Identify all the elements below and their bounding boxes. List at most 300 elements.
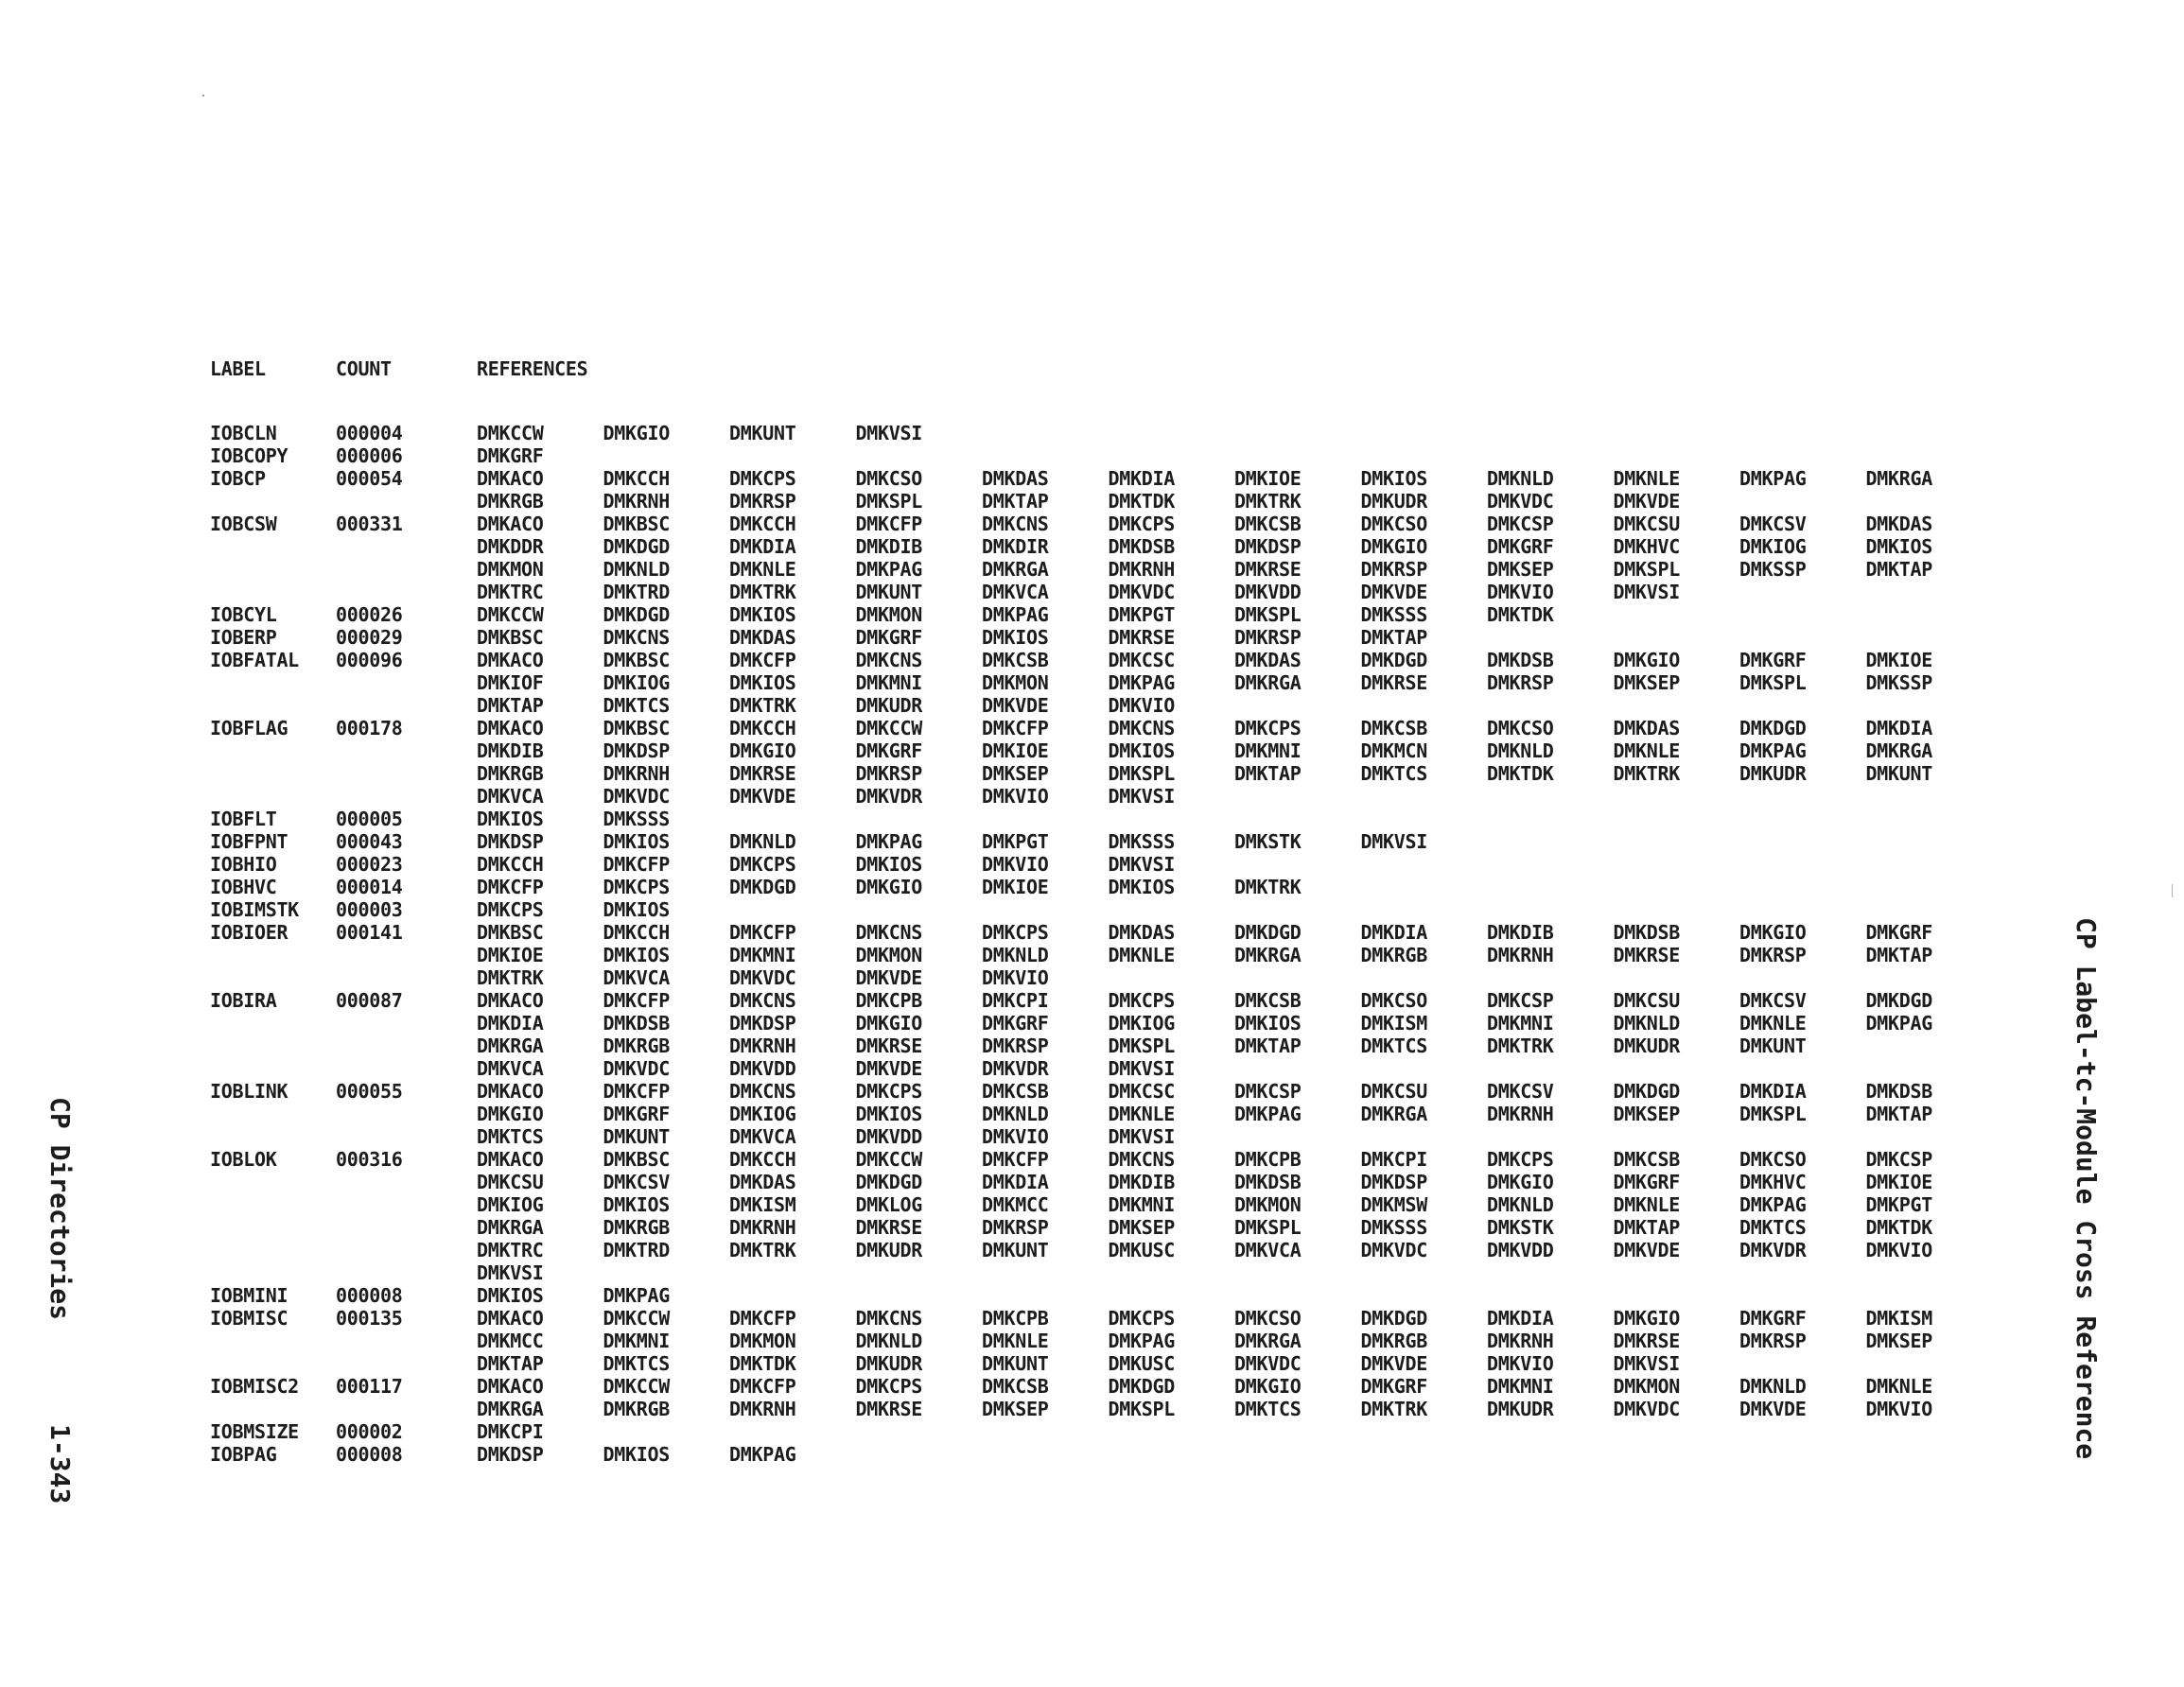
module-reference: DMKRNH: [1487, 1103, 1554, 1125]
module-reference: DMKVSI: [1108, 1057, 1175, 1080]
module-reference: DMKCSO: [1234, 1307, 1302, 1330]
module-reference: DMKNLE: [1865, 1375, 1932, 1398]
module-reference: DMKDSP: [1360, 1171, 1427, 1193]
module-reference: DMKUDR: [1360, 490, 1427, 513]
module-reference: DMKVIO: [982, 785, 1049, 808]
module-reference: DMKRSE: [1234, 558, 1302, 581]
module-reference: DMKCPI: [477, 1420, 544, 1443]
row-label: IOBCYL: [210, 603, 277, 626]
module-reference: DMKRGA: [1234, 671, 1302, 694]
module-reference: DMKCCH: [477, 853, 544, 876]
module-reference: DMKDGD: [1234, 921, 1302, 944]
module-reference: DMKTRK: [1234, 876, 1302, 898]
module-reference: DMKTRK: [729, 581, 796, 603]
module-reference: DMKRSE: [855, 1216, 922, 1239]
module-reference: DMKTDK: [1487, 762, 1554, 785]
module-reference: DMKSPL: [1739, 1103, 1807, 1125]
module-reference: DMKRSP: [1739, 944, 1807, 966]
module-reference: DMKVDE: [729, 785, 796, 808]
module-reference: DMKMNI: [603, 1330, 670, 1352]
module-reference: DMKTCS: [603, 1352, 670, 1375]
module-reference: DMKRNH: [729, 1216, 796, 1239]
module-reference: DMKDIR: [982, 535, 1049, 558]
module-reference: DMKDGD: [603, 535, 670, 558]
module-reference: DMKNLE: [1739, 1012, 1807, 1035]
module-reference: DMKUDR: [1487, 1398, 1554, 1420]
module-reference: DMKRSP: [1234, 626, 1302, 649]
module-reference: DMKACO: [477, 467, 544, 490]
module-reference: DMKRNH: [603, 762, 670, 785]
module-reference: DMKTCS: [603, 694, 670, 717]
module-reference: DMKVDE: [1360, 1352, 1427, 1375]
module-reference: DMKSEP: [1613, 671, 1680, 694]
module-reference: DMKCSP: [1865, 1148, 1932, 1171]
module-reference: DMKRGB: [603, 1216, 670, 1239]
module-reference: DMKBSC: [603, 717, 670, 739]
row-label: IOBMSIZE: [210, 1420, 299, 1443]
module-reference: DMKCCW: [603, 1375, 670, 1398]
module-reference: DMKNLD: [1739, 1375, 1807, 1398]
module-reference: DMKRNH: [1108, 558, 1175, 581]
module-reference: DMKGIO: [1613, 1307, 1680, 1330]
module-reference: DMKDSB: [603, 1012, 670, 1035]
module-reference: DMKRGA: [1865, 739, 1932, 762]
module-reference: DMKCFP: [982, 717, 1049, 739]
module-reference: DMKTCS: [477, 1125, 544, 1148]
module-reference: DMKDAS: [729, 1171, 796, 1193]
module-reference: DMKMON: [1613, 1375, 1680, 1398]
module-reference: DMKUDR: [855, 1239, 922, 1261]
module-reference: DMKCPI: [1360, 1148, 1427, 1171]
module-reference: DMKVCA: [982, 581, 1049, 603]
module-reference: DMKRSP: [982, 1216, 1049, 1239]
module-reference: DMKRSE: [1360, 671, 1427, 694]
module-reference: DMKCSV: [1739, 513, 1807, 535]
module-reference: DMKMNI: [1487, 1012, 1554, 1035]
module-reference: DMKUDR: [1613, 1035, 1680, 1057]
page-number: 1-343: [44, 1424, 76, 1504]
module-reference: DMKCPS: [477, 898, 544, 921]
module-reference: DMKTCS: [1739, 1216, 1807, 1239]
module-reference: DMKUNT: [1865, 762, 1932, 785]
module-reference: DMKGRF: [477, 444, 544, 467]
module-reference: DMKSPL: [855, 490, 922, 513]
module-reference: DMKVIO: [1865, 1239, 1932, 1261]
row-label: IOBMINI: [210, 1284, 288, 1307]
module-reference: DMKTAP: [477, 1352, 544, 1375]
module-reference: DMKBSC: [603, 649, 670, 671]
row-count: 000087: [336, 989, 403, 1012]
module-reference: DMKIOG: [477, 1193, 544, 1216]
module-reference: DMKCFP: [729, 649, 796, 671]
module-reference: DMKUDR: [1739, 762, 1807, 785]
module-reference: DMKTRK: [729, 1239, 796, 1261]
module-reference: DMKVDC: [1234, 1352, 1302, 1375]
module-reference: DMKVDC: [1360, 1239, 1427, 1261]
module-reference: DMKNLE: [1108, 1103, 1175, 1125]
row-label: IOBLINK: [210, 1080, 288, 1103]
module-reference: DMKNLE: [729, 558, 796, 581]
module-reference: DMKDIA: [1108, 467, 1175, 490]
module-reference: DMKGIO: [1360, 535, 1427, 558]
module-reference: DMKCFP: [729, 1307, 796, 1330]
module-reference: DMKDAS: [729, 626, 796, 649]
module-reference: DMKIOS: [603, 1193, 670, 1216]
module-reference: DMKLOG: [855, 1193, 922, 1216]
module-reference: DMKHVC: [1613, 535, 1680, 558]
row-label: IOBFATAL: [210, 649, 299, 671]
module-reference: DMKSSS: [1360, 1216, 1427, 1239]
row-label: IOBFLAG: [210, 717, 288, 739]
module-reference: DMKVDD: [855, 1125, 922, 1148]
module-reference: DMKRSP: [855, 762, 922, 785]
row-count: 000096: [336, 649, 403, 671]
module-reference: DMKIOS: [1108, 876, 1175, 898]
module-reference: DMKNLD: [855, 1330, 922, 1352]
module-reference: DMKCCW: [477, 422, 544, 444]
module-reference: DMKTDK: [1487, 603, 1554, 626]
module-reference: DMKDSP: [1234, 535, 1302, 558]
module-reference: DMKIOS: [1108, 739, 1175, 762]
module-reference: DMKDGD: [603, 603, 670, 626]
module-reference: DMKGRF: [1360, 1375, 1427, 1398]
row-label: IOBHIO: [210, 853, 277, 876]
module-reference: DMKPAG: [1108, 671, 1175, 694]
module-reference: DMKIOS: [603, 1443, 670, 1466]
module-reference: DMKDIA: [1487, 1307, 1554, 1330]
module-reference: DMKCFP: [603, 989, 670, 1012]
module-reference: DMKGRF: [1739, 1307, 1807, 1330]
module-reference: DMKISM: [729, 1193, 796, 1216]
module-reference: DMKRGA: [1234, 944, 1302, 966]
module-reference: DMKRGA: [982, 558, 1049, 581]
module-reference: DMKCFP: [729, 1375, 796, 1398]
module-reference: DMKRGB: [1360, 1330, 1427, 1352]
module-reference: DMKVDD: [729, 1057, 796, 1080]
module-reference: DMKVSI: [855, 422, 922, 444]
module-reference: DMKVSI: [1108, 1125, 1175, 1148]
module-reference: DMKDSB: [1108, 535, 1175, 558]
module-reference: DMKDIA: [729, 535, 796, 558]
module-reference: DMKSSS: [603, 808, 670, 830]
row-count: 000014: [336, 876, 403, 898]
module-reference: DMKIOS: [982, 626, 1049, 649]
module-reference: DMKSEP: [982, 762, 1049, 785]
module-reference: DMKDIB: [1487, 921, 1554, 944]
module-reference: DMKIOS: [477, 808, 544, 830]
row-count: 000008: [336, 1443, 403, 1466]
module-reference: DMKCSV: [1487, 1080, 1554, 1103]
module-reference: DMKCSB: [1613, 1148, 1680, 1171]
module-reference: DMKCPS: [603, 876, 670, 898]
module-reference: DMKCSC: [1108, 649, 1175, 671]
module-reference: DMKSTK: [1234, 830, 1302, 853]
module-reference: DMKVIO: [1108, 694, 1175, 717]
module-reference: DMKVIO: [982, 966, 1049, 989]
module-reference: DMKSSP: [1739, 558, 1807, 581]
module-reference: DMKDGD: [855, 1171, 922, 1193]
module-reference: DMKPAG: [1739, 739, 1807, 762]
module-reference: DMKCPB: [1234, 1148, 1302, 1171]
module-reference: DMKUNT: [729, 422, 796, 444]
module-reference: DMKDSP: [477, 1443, 544, 1466]
module-reference: DMKIOE: [982, 739, 1049, 762]
module-reference: DMKVDE: [982, 694, 1049, 717]
module-reference: DMKMON: [729, 1330, 796, 1352]
module-reference: DMKBSC: [477, 921, 544, 944]
module-reference: DMKSEP: [1613, 1103, 1680, 1125]
module-reference: DMKVDR: [855, 785, 922, 808]
module-reference: DMKUNT: [982, 1352, 1049, 1375]
module-reference: DMKPAG: [855, 558, 922, 581]
module-reference: DMKSEP: [1865, 1330, 1932, 1352]
module-reference: DMKTDK: [1108, 490, 1175, 513]
module-reference: DMKVCA: [603, 966, 670, 989]
module-reference: DMKACO: [477, 513, 544, 535]
side-header-right: [2070, 917, 2102, 1459]
module-reference: DMKPGT: [1108, 603, 1175, 626]
module-reference: DMKNLD: [982, 944, 1049, 966]
module-reference: DMKBSC: [603, 1148, 670, 1171]
module-reference: DMKDSP: [477, 830, 544, 853]
module-reference: DMKCSP: [1234, 1080, 1302, 1103]
header-references: REFERENCES: [477, 357, 588, 380]
module-reference: DMKRGA: [1865, 467, 1932, 490]
module-reference: DMKVSI: [1108, 785, 1175, 808]
module-reference: DMKCCW: [855, 717, 922, 739]
module-reference: DMKTRK: [1234, 490, 1302, 513]
module-reference: DMKUSC: [1108, 1239, 1175, 1261]
module-reference: DMKTRD: [603, 1239, 670, 1261]
module-reference: DMKDSB: [1234, 1171, 1302, 1193]
module-reference: DMKDIA: [477, 1012, 544, 1035]
module-reference: DMKNLD: [603, 558, 670, 581]
module-reference: DMKRNH: [1487, 1330, 1554, 1352]
module-reference: DMKVCA: [729, 1125, 796, 1148]
module-reference: DMKCPB: [855, 989, 922, 1012]
module-reference: DMKSPL: [1739, 671, 1807, 694]
module-reference: DMKPAG: [1739, 467, 1807, 490]
module-reference: DMKCPB: [982, 1307, 1049, 1330]
module-reference: DMKCSP: [1487, 513, 1554, 535]
module-reference: DMKCSC: [1108, 1080, 1175, 1103]
module-reference: DMKUNT: [603, 1125, 670, 1148]
module-reference: DMKMON: [855, 603, 922, 626]
module-reference: DMKTCS: [1234, 1398, 1302, 1420]
module-reference: DMKBSC: [603, 513, 670, 535]
module-reference: DMKNLE: [1108, 944, 1175, 966]
module-reference: DMKVSI: [1360, 830, 1427, 853]
module-reference: DMKVDE: [855, 1057, 922, 1080]
module-reference: DMKSPL: [1234, 1216, 1302, 1239]
module-reference: DMKCSP: [1487, 989, 1554, 1012]
module-reference: DMKIOS: [603, 944, 670, 966]
row-count: 000331: [336, 513, 403, 535]
module-reference: DMKDGD: [1108, 1375, 1175, 1398]
row-label: IOBFLT: [210, 808, 277, 830]
module-reference: DMKTAP: [1234, 1035, 1302, 1057]
module-reference: DMKTRK: [1487, 1035, 1554, 1057]
module-reference: DMKVDD: [1234, 581, 1302, 603]
module-reference: DMKVSI: [477, 1261, 544, 1284]
row-label: IOBFPNT: [210, 830, 288, 853]
row-label: IOBIMSTK: [210, 898, 299, 921]
module-reference: DMKPAG: [1865, 1012, 1932, 1035]
module-reference: DMKPGT: [1865, 1193, 1932, 1216]
module-reference: DMKCPS: [729, 853, 796, 876]
module-reference: DMKDGD: [1613, 1080, 1680, 1103]
module-reference: DMKCNS: [729, 989, 796, 1012]
module-reference: DMKNLE: [1613, 739, 1680, 762]
row-count: 000006: [336, 444, 403, 467]
module-reference: DMKTAP: [477, 694, 544, 717]
module-reference: DMKPAG: [982, 603, 1049, 626]
module-reference: DMKGRF: [855, 626, 922, 649]
module-reference: DMKIOS: [477, 1284, 544, 1307]
module-reference: DMKACO: [477, 1080, 544, 1103]
module-reference: DMKDSP: [729, 1012, 796, 1035]
module-reference: DMKTDK: [729, 1352, 796, 1375]
row-label: IOBLOK: [210, 1148, 277, 1171]
module-reference: DMKVDE: [1739, 1398, 1807, 1420]
row-count: 000043: [336, 830, 403, 853]
module-reference: DMKSPL: [1234, 603, 1302, 626]
module-reference: DMKUNT: [855, 581, 922, 603]
module-reference: DMKPGT: [982, 830, 1049, 853]
module-reference: DMKRGB: [1360, 944, 1427, 966]
module-reference: DMKVDE: [1613, 490, 1680, 513]
module-reference: DMKSSP: [1865, 671, 1932, 694]
module-reference: DMKVSI: [1108, 853, 1175, 876]
module-reference: DMKSTK: [1487, 1216, 1554, 1239]
module-reference: DMKMON: [855, 944, 922, 966]
module-reference: DMKCCW: [477, 603, 544, 626]
module-reference: DMKTRK: [1613, 762, 1680, 785]
module-reference: DMKMCN: [1360, 739, 1427, 762]
module-reference: DMKDIB: [855, 535, 922, 558]
module-reference: DMKUDR: [855, 694, 922, 717]
module-reference: DMKVSI: [1613, 581, 1680, 603]
module-reference: DMKSSS: [1360, 603, 1427, 626]
module-reference: DMKCSU: [477, 1171, 544, 1193]
module-reference: DMKCNS: [1108, 1148, 1175, 1171]
row-count: 000316: [336, 1148, 403, 1171]
row-count: 000002: [336, 1420, 403, 1443]
row-label: IOBERP: [210, 626, 277, 649]
module-reference: DMKNLD: [1487, 467, 1554, 490]
module-reference: DMKNLD: [1613, 1012, 1680, 1035]
module-reference: DMKDAS: [1865, 513, 1932, 535]
module-reference: DMKCSU: [1613, 513, 1680, 535]
module-reference: DMKVCA: [477, 785, 544, 808]
module-reference: DMKCPS: [729, 467, 796, 490]
row-label: IOBIRA: [210, 989, 277, 1012]
module-reference: DMKRGB: [603, 1398, 670, 1420]
module-reference: DMKBSC: [477, 626, 544, 649]
module-reference: DMKMNI: [729, 944, 796, 966]
module-reference: DMKRSP: [1487, 671, 1554, 694]
module-reference: DMKRSP: [1739, 1330, 1807, 1352]
module-reference: DMKCNS: [1108, 717, 1175, 739]
module-reference: DMKDSB: [1487, 649, 1554, 671]
module-reference: DMKDGD: [729, 876, 796, 898]
module-reference: DMKTCS: [1360, 762, 1427, 785]
module-reference: DMKGIO: [729, 739, 796, 762]
module-reference: DMKVIO: [982, 853, 1049, 876]
side-footer-left: [44, 1097, 76, 1504]
module-reference: DMKRSE: [729, 762, 796, 785]
module-reference: DMKDAS: [1613, 717, 1680, 739]
module-reference: DMKDAS: [1234, 649, 1302, 671]
module-reference: DMKIOG: [729, 1103, 796, 1125]
module-reference: DMKVDE: [1613, 1239, 1680, 1261]
edge-mark: [2172, 884, 2173, 897]
module-reference: DMKSSS: [1108, 830, 1175, 853]
module-reference: DMKTCS: [1360, 1035, 1427, 1057]
module-reference: DMKSEP: [1487, 558, 1554, 581]
module-reference: DMKVDC: [729, 966, 796, 989]
module-reference: DMKVDR: [982, 1057, 1049, 1080]
row-label: IOBCLN: [210, 422, 277, 444]
module-reference: DMKUNT: [1739, 1035, 1807, 1057]
module-reference: DMKIOS: [729, 671, 796, 694]
module-reference: DMKIOE: [477, 944, 544, 966]
module-reference: DMKDGD: [1739, 717, 1807, 739]
module-reference: DMKPAG: [855, 830, 922, 853]
module-reference: DMKVIO: [1487, 1352, 1554, 1375]
row-label: IOBMISC: [210, 1307, 288, 1330]
module-reference: DMKUSC: [1108, 1352, 1175, 1375]
row-count: 000003: [336, 898, 403, 921]
row-count: 000026: [336, 603, 403, 626]
module-reference: DMKSPL: [1108, 1398, 1175, 1420]
module-reference: DMKGIO: [603, 422, 670, 444]
module-reference: DMKCNS: [855, 921, 922, 944]
module-reference: DMKIOE: [982, 876, 1049, 898]
module-reference: DMKMON: [982, 671, 1049, 694]
module-reference: DMKCCH: [729, 513, 796, 535]
module-reference: DMKIOG: [1108, 1012, 1175, 1035]
directory-title: CP Directories: [44, 1097, 76, 1321]
module-reference: DMKIOG: [603, 671, 670, 694]
module-reference: DMKGIO: [1613, 649, 1680, 671]
row-label: IOBCOPY: [210, 444, 288, 467]
module-reference: DMKMNI: [1487, 1375, 1554, 1398]
row-label: IOBHVC: [210, 876, 277, 898]
module-reference: DMKDIA: [1739, 1080, 1807, 1103]
module-reference: DMKPAG: [603, 1284, 670, 1307]
module-reference: DMKVDC: [1108, 581, 1175, 603]
module-reference: DMKCFP: [477, 876, 544, 898]
header-count: COUNT: [336, 357, 392, 380]
module-reference: DMKRSP: [1360, 558, 1427, 581]
row-count: 000055: [336, 1080, 403, 1103]
row-label: IOBMISC2: [210, 1375, 299, 1398]
module-reference: DMKCFP: [855, 513, 922, 535]
module-reference: DMKTAP: [1865, 944, 1932, 966]
header-label: LABEL: [210, 357, 266, 380]
module-reference: DMKRNH: [729, 1398, 796, 1420]
module-reference: DMKRNH: [603, 490, 670, 513]
module-reference: DMKVDC: [1487, 490, 1554, 513]
module-reference: DMKDIA: [1865, 717, 1932, 739]
module-reference: DMKCSO: [855, 467, 922, 490]
module-reference: DMKIOE: [1234, 467, 1302, 490]
module-reference: DMKDAS: [1108, 921, 1175, 944]
module-reference: DMKVIO: [1865, 1398, 1932, 1420]
module-reference: DMKCFP: [603, 853, 670, 876]
module-reference: DMKTDK: [1865, 1216, 1932, 1239]
